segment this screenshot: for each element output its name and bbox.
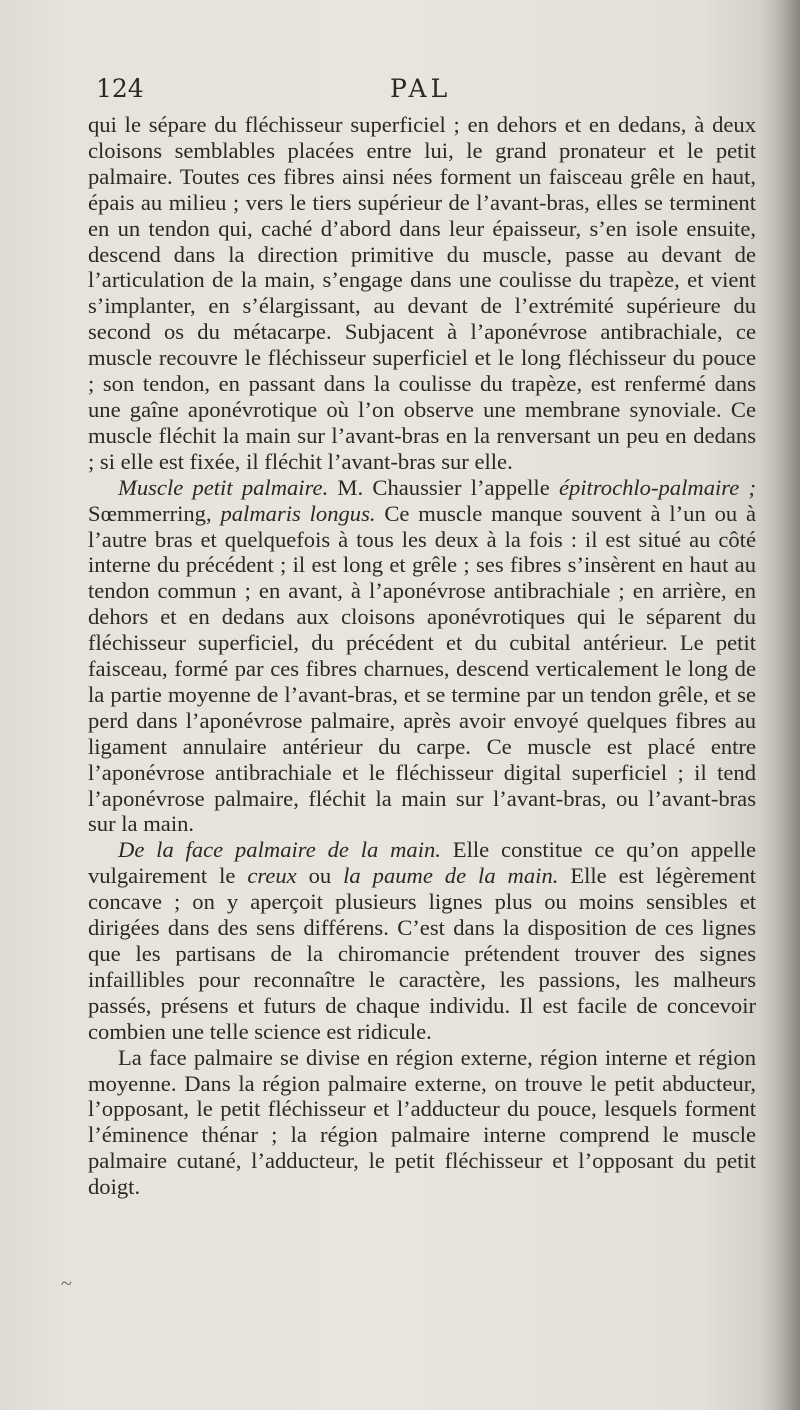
paragraph-petit-palmaire: [88, 475, 756, 838]
page-gutter-shadow: [762, 0, 800, 1410]
paragraph-text: Ce muscle manque souvent à l’un ou à l’autre bras et quelquefois à tous les deux à la fois : il est situé au côté interne du précédent ; il est long et grêle ; ses fibres s’insèrent en haut au tendon commun ; en avant, à l’aponévrose antibrachiale ; en arrière, en dehors et en dedans aux cloisons aponévrotiques qui le séparent du fléchisseur superficiel, du précédent et du cubital antérieur. Le petit faisceau, formé par ces fibres charnues, descend verticalement le long de la partie moyenne de l’avant-bras, et se termine par un tendon grêle, et se perd dans l’aponévrose palmaire, après avoir envoyé quelques fibres au ligament annulaire antérieur du carpe. Ce muscle est placé entre l’aponévrose antibrachiale et le fléchisseur digital superficiel ; il tend l’aponévrose palmaire, fléchit la main sur l’avant-bras, ou l’avant-bras sur la main.: [88, 500, 757, 837]
running-head: PAL: [390, 74, 452, 103]
paragraph-text: Elle constitue ce qu’on appelle vulgairement le: [88, 837, 757, 889]
italic-term: palmaris longus.: [220, 500, 376, 526]
paragraph-text: Elle est légèrement concave ; on y aperçoit plusieurs lignes plus ou moins sensibles et dirigées dans des sens différens. C’est dans la disposition de ces lignes que les partisans de la chiromancie prétendent trouver des signes infaillibles pour reconnaître le caractère, les passions, les malheurs passés, présens et futurs de chaque individu. Il est facile de concevoir combien une telle science est ridicule.: [88, 863, 757, 1044]
section-heading-muscle-petit-palmaire: Muscle petit palmaire.: [118, 474, 329, 500]
paragraph-text: Sœmmerring,: [88, 500, 221, 526]
body-text: [88, 112, 756, 1200]
paragraph-face-palmaire: [88, 837, 756, 1044]
paragraph-regions: [88, 1045, 756, 1200]
paragraph-text: qui le sépare du fléchisseur superficiel ; en dehors et en dedans, à deux cloisons semblables placées entre lui, le grand pronateur et le petit palmaire. Toutes ces fibres ainsi nées forment un faisceau grêle en haut, épais au milieu ; vers le tiers supérieur de l’avant-bras, elles se terminent en un tendon qui, caché d’abord dans leur épaisseur, s’en isole ensuite, descend dans la direction primitive du muscle, passe au devant de l’articulation de la main, s’engage dans une coulisse du trapèze, et vient s’implanter, en s’élargissant, au devant de l’extrémité supérieure du second os du métacarpe. Subjacent à l’aponévrose antibrachiale, ce muscle recouvre le fléchisseur superficiel et le long fléchisseur du pouce ; son tendon, en passant dans la coulisse du trapèze, est renfermé dans une gaîne aponévrotique où l’on observe une membrane synoviale. Ce muscle fléchit la main sur l’avant-bras en la renversant un peu en dedans ; si elle est fixée, il fléchit l’avant-bras sur elle.: [88, 112, 756, 474]
paragraph-text: M. Chaussier l’appelle: [328, 474, 559, 500]
page-number: 124: [96, 74, 144, 103]
italic-term: épitrochlo-palmaire ;: [558, 474, 756, 500]
page-header: [96, 74, 756, 108]
paragraph-text: La face palmaire se divise en région externe, région interne et région moyenne. Dans la région palmaire externe, on trouve le petit abducteur, l’opposant, le petit fléchisseur et l’adducteur du pouce, lesquels forment l’éminence thénar ; la région palmaire interne comprend le muscle palmaire cutané, l’adducteur, le petit fléchisseur et l’opposant du petit doigt.: [88, 1044, 756, 1200]
margin-mark: ~: [61, 1273, 72, 1295]
italic-term: la paume de la main.: [343, 863, 559, 889]
paragraph-continuation: [88, 112, 756, 475]
section-heading-face-palmaire: De la face palmaire de la main.: [118, 837, 441, 863]
italic-term: creux: [247, 863, 297, 889]
paragraph-text: ou: [296, 863, 344, 889]
